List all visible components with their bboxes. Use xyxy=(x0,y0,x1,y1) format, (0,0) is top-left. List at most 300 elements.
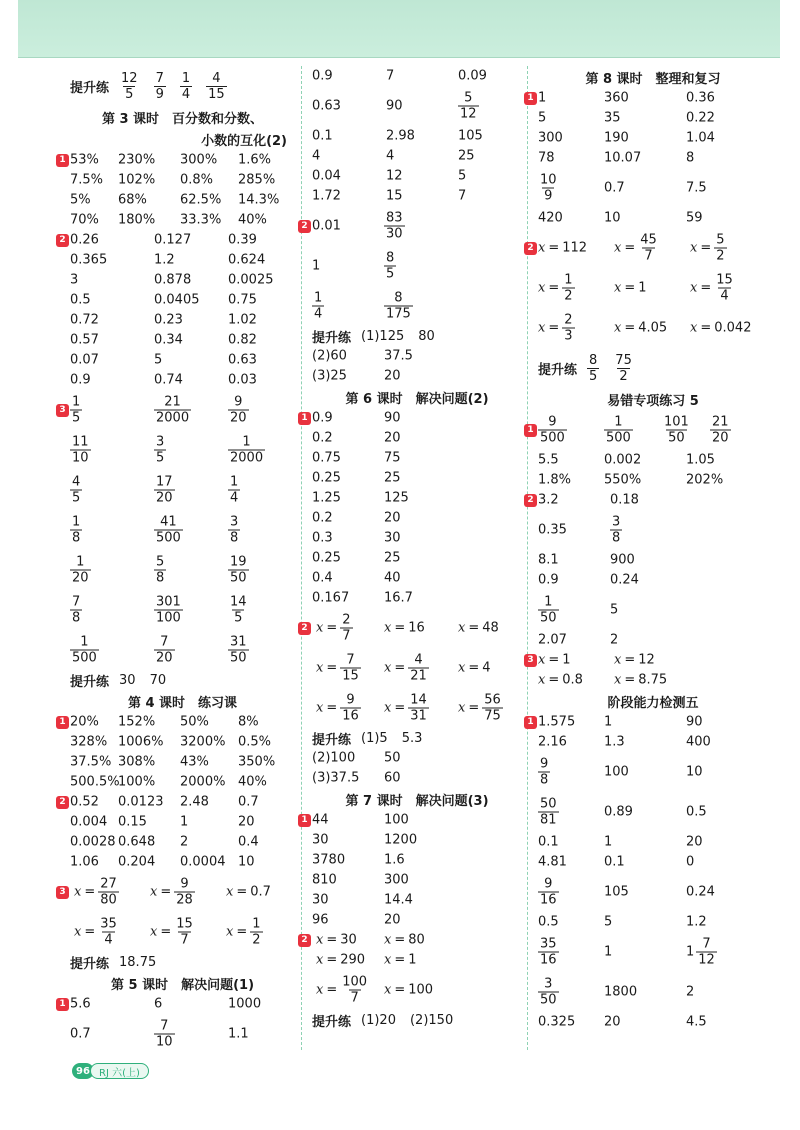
answer-value: 0.04 xyxy=(312,168,341,184)
answer-cell xyxy=(154,293,200,308)
fraction-numerator: 41 xyxy=(160,514,177,530)
answer-cell xyxy=(316,693,361,724)
equation-answer xyxy=(614,673,667,688)
equation-answer xyxy=(316,693,361,724)
fraction-denominator: 7 xyxy=(180,932,189,948)
answer-cells xyxy=(538,932,768,972)
equation-variable: x xyxy=(74,884,82,900)
equation-answer xyxy=(316,653,361,684)
fraction-denominator: 15 xyxy=(342,668,359,684)
fraction xyxy=(70,515,82,546)
answer-cells xyxy=(538,108,768,128)
answer-value: 0.74 xyxy=(154,372,183,388)
equation-variable: x xyxy=(690,240,698,256)
fraction-numerator: 3 xyxy=(230,514,239,530)
answer-cell xyxy=(686,1015,707,1030)
equation-value: 48 xyxy=(482,620,499,636)
fraction-denominator: 7 xyxy=(350,990,359,1006)
answer-cell xyxy=(604,151,641,166)
equation-variable: x xyxy=(384,660,392,676)
answer-row xyxy=(312,488,522,508)
answer-value: 68% xyxy=(118,192,147,208)
fraction-denominator: 7 xyxy=(644,248,653,264)
answer-value: 0.325 xyxy=(538,1014,576,1030)
answer-cell xyxy=(180,173,213,188)
fraction-denominator: 5 xyxy=(156,450,165,466)
fraction-numerator: 3 xyxy=(544,976,553,992)
equation-variable: x xyxy=(538,240,546,256)
answer-cell xyxy=(70,213,99,228)
answer-cell xyxy=(604,131,629,146)
answer-value: 0.1 xyxy=(604,854,625,870)
answer-cell xyxy=(312,69,333,84)
answer-cell xyxy=(118,755,155,770)
answer-value: 3 xyxy=(70,272,79,288)
fraction-numerator: 8 xyxy=(394,290,403,306)
equation-value: 0.8 xyxy=(562,672,583,688)
answer-cells xyxy=(312,688,522,728)
section-title xyxy=(538,690,768,712)
answer-cell xyxy=(228,273,274,288)
answer-value: 0.0123 xyxy=(118,794,164,810)
answer-value: 1.05 xyxy=(686,452,715,468)
answer-cells xyxy=(70,270,295,290)
answer-cell xyxy=(312,873,337,888)
answer-value: 6 xyxy=(154,996,163,1012)
answer-cells xyxy=(70,350,295,370)
answer-cell xyxy=(710,415,731,446)
equation-variable: x xyxy=(384,620,392,636)
fraction xyxy=(70,595,82,626)
fraction xyxy=(696,937,717,968)
fraction-numerator: 7 xyxy=(346,652,355,668)
question-number-badge: 2 xyxy=(298,934,311,947)
equation-value: 12 xyxy=(638,652,655,668)
fraction-denominator: 50 xyxy=(540,610,557,626)
answer-cells xyxy=(312,428,522,448)
answer-value: 0.15 xyxy=(118,814,147,830)
answer-row xyxy=(70,330,295,350)
fraction-numerator: 19 xyxy=(230,554,247,570)
answer-cells xyxy=(70,330,295,350)
fraction-denominator: 2 xyxy=(252,932,261,948)
answer-row xyxy=(312,166,522,186)
equation-variable: x xyxy=(316,952,324,968)
answer-cells xyxy=(70,732,295,752)
answer-row xyxy=(538,670,768,690)
answer-cell xyxy=(312,259,320,274)
answer-value: 2 xyxy=(610,632,619,648)
fraction-denominator: 20 xyxy=(156,490,173,506)
answer-value: 1 xyxy=(312,258,321,274)
answer-cell xyxy=(384,751,401,766)
answer-value: 4 xyxy=(312,148,321,164)
equation-variable: x xyxy=(614,240,622,256)
answer-cell xyxy=(180,193,221,208)
equation-answer xyxy=(74,877,119,908)
answer-value: 18.75 xyxy=(119,954,157,970)
answer-cell xyxy=(228,1027,249,1042)
question-number-badge: 2 xyxy=(524,242,537,255)
answer-cell xyxy=(226,885,271,900)
answer-cell xyxy=(686,131,715,146)
question-number-badge: 2 xyxy=(298,220,311,233)
answer-row xyxy=(538,450,768,470)
answer-value: 2.07 xyxy=(538,632,567,648)
fraction-numerator: 17 xyxy=(156,474,173,490)
fraction-numerator: 56 xyxy=(484,692,501,708)
answer-cells xyxy=(538,630,768,650)
answer-value: 0.01 xyxy=(312,218,341,234)
fraction-denominator: 16 xyxy=(540,952,557,968)
answer-cell xyxy=(312,551,341,566)
answer-cell xyxy=(228,233,257,248)
answer-cell xyxy=(610,553,635,568)
answer-value: 5 xyxy=(458,168,467,184)
answer-cell xyxy=(312,591,349,606)
answer-cells xyxy=(538,712,768,732)
answer-cells xyxy=(312,930,522,950)
fraction-denominator: 2 xyxy=(619,368,628,384)
answer-value: 16.7 xyxy=(384,590,413,606)
answer-cell xyxy=(154,435,166,466)
fraction-denominator: 15 xyxy=(208,86,225,102)
section-title xyxy=(538,66,768,88)
fraction-denominator: 9 xyxy=(544,188,553,204)
fraction-numerator: 1 xyxy=(181,70,191,86)
answer-cell xyxy=(384,621,425,636)
answer-cell xyxy=(154,595,183,626)
section-title xyxy=(70,128,295,150)
question-number-badge: 2 xyxy=(298,622,311,635)
answer-cell xyxy=(312,531,333,546)
answer-cell xyxy=(686,151,694,166)
answer-cell xyxy=(458,621,499,636)
answer-cells xyxy=(113,952,295,972)
equation-variable: x xyxy=(226,884,234,900)
answer-value: 1.2 xyxy=(686,914,707,930)
answer-cell xyxy=(118,715,155,730)
answer-cell xyxy=(538,1015,575,1030)
answer-value: 5 xyxy=(538,110,547,126)
answer-cell xyxy=(610,603,618,618)
answer-cell xyxy=(180,153,217,168)
fraction xyxy=(538,173,559,204)
answer-value: 2.98 xyxy=(386,128,415,144)
answer-cell xyxy=(238,213,267,228)
answer-row xyxy=(312,588,522,608)
fraction-numerator: 1 xyxy=(80,634,89,650)
answer-row xyxy=(312,508,522,528)
answer-cells xyxy=(70,712,295,732)
fraction xyxy=(119,71,140,102)
fraction xyxy=(250,917,262,948)
answer-cell xyxy=(312,571,333,586)
fraction-denominator: 80 xyxy=(100,892,117,908)
header-band xyxy=(18,0,780,58)
answer-value: 0.89 xyxy=(604,804,633,820)
answer-cells xyxy=(312,126,522,146)
answer-value: 0.7 xyxy=(238,794,259,810)
answer-value: 20 xyxy=(384,912,401,928)
answer-cell xyxy=(538,523,567,538)
answer-cell xyxy=(154,1019,175,1050)
fraction xyxy=(538,797,559,828)
answer-value: 40 xyxy=(384,570,401,586)
answer-cell xyxy=(228,595,249,626)
fraction-denominator: 50 xyxy=(668,430,685,446)
fraction-denominator: 20 xyxy=(712,430,729,446)
answer-cell xyxy=(384,983,433,998)
answer-row xyxy=(538,470,768,490)
answer-cell xyxy=(538,493,559,508)
answer-cell xyxy=(384,491,409,506)
fraction xyxy=(70,555,91,586)
answer-value: 0.7 xyxy=(604,180,625,196)
answer-value: 328% xyxy=(70,734,108,750)
answer-value: 1 xyxy=(604,834,613,850)
answer-value: 1800 xyxy=(604,984,638,1000)
fraction xyxy=(408,693,429,724)
answer-value: 0.7 xyxy=(70,1026,91,1042)
answer-cells xyxy=(312,366,522,386)
fraction-denominator: 8 xyxy=(72,530,81,546)
fraction xyxy=(604,415,633,446)
answer-cell xyxy=(458,189,466,204)
answer-cell xyxy=(538,835,559,850)
answer-value: 90 xyxy=(386,98,403,114)
fraction-numerator: 101 xyxy=(664,414,689,430)
answer-value: 0.72 xyxy=(70,312,99,328)
fraction xyxy=(70,395,82,426)
fraction xyxy=(562,273,574,304)
answer-cells xyxy=(70,792,295,812)
answer-value: 0.1 xyxy=(538,834,559,850)
answer-cell xyxy=(690,273,735,304)
answer-value: 0.004 xyxy=(70,814,108,830)
fraction-numerator: 9 xyxy=(544,876,553,892)
fraction-numerator: 5 xyxy=(716,232,725,248)
answer-cells xyxy=(312,66,522,86)
answer-value: 190 xyxy=(604,130,629,146)
answer-cell xyxy=(118,173,155,188)
fraction-numerator: 1 xyxy=(614,414,623,430)
answer-cell xyxy=(686,181,707,196)
equation-variable: x xyxy=(384,952,392,968)
answer-cells xyxy=(70,190,295,210)
answer-cell xyxy=(604,985,637,1000)
answer-row xyxy=(59,230,295,250)
answer-row xyxy=(70,772,295,792)
fraction-numerator: 11 xyxy=(72,434,89,450)
equation-answer xyxy=(538,241,587,256)
fraction-numerator: 100 xyxy=(342,974,368,990)
answer-value: 0.26 xyxy=(70,232,99,248)
equation-value: 1 xyxy=(562,652,571,668)
equation-answer xyxy=(690,233,727,264)
answer-row xyxy=(312,648,522,688)
equation-variable: x xyxy=(690,320,698,336)
fraction-numerator: 21 xyxy=(712,414,729,430)
equation-variable: x xyxy=(384,932,392,948)
answer-cell xyxy=(384,531,401,546)
answer-value: 0.4 xyxy=(238,834,259,850)
fraction-denominator: 4 xyxy=(181,86,191,102)
answer-cell xyxy=(384,451,401,466)
answer-cell xyxy=(690,321,751,336)
answer-value: 25 xyxy=(458,148,475,164)
equation-answer xyxy=(614,321,667,336)
fraction-denominator: 4 xyxy=(720,288,729,304)
fraction-denominator: 8 xyxy=(540,772,549,788)
question-number-badge: 1 xyxy=(524,92,537,105)
equals-sign: = xyxy=(468,700,480,716)
fraction xyxy=(613,353,634,384)
answer-cell xyxy=(361,731,388,746)
answer-cell xyxy=(686,915,707,930)
fraction-numerator: 1 xyxy=(252,916,261,932)
fraction-numerator: 1 xyxy=(564,272,573,288)
fraction-denominator: 4 xyxy=(104,932,113,948)
equation-value: 30 xyxy=(340,932,357,948)
answer-cell xyxy=(119,71,140,102)
answer-cell xyxy=(70,173,103,188)
answer-cell xyxy=(538,573,559,588)
answer-cell xyxy=(70,755,111,770)
fraction-numerator: 4 xyxy=(72,474,81,490)
answer-row xyxy=(301,408,522,428)
answer-cells xyxy=(312,910,522,930)
fraction-numerator: 50 xyxy=(540,796,557,812)
answer-row xyxy=(527,88,768,108)
answer-value: 550% xyxy=(604,472,642,488)
answer-value: 300% xyxy=(180,152,218,168)
answer-cell xyxy=(384,571,401,586)
fraction xyxy=(174,877,195,908)
answer-cell xyxy=(154,253,175,268)
answer-cells xyxy=(312,970,522,1010)
question-number-badge: 3 xyxy=(56,404,69,417)
answer-row xyxy=(538,570,768,590)
answer-row xyxy=(59,390,295,430)
answer-row xyxy=(70,550,295,590)
fraction-denominator: 20 xyxy=(72,570,89,586)
equation-answer xyxy=(226,885,271,900)
answer-cell xyxy=(604,473,641,488)
answer-cell xyxy=(154,555,166,586)
answer-cell xyxy=(312,411,333,426)
fraction-denominator: 500 xyxy=(72,650,97,666)
answer-row xyxy=(538,308,768,348)
fraction-denominator: 2000 xyxy=(230,450,264,466)
fraction-denominator: 50 xyxy=(230,570,247,586)
fraction xyxy=(458,91,479,122)
answer-value: 300 xyxy=(538,130,563,146)
fraction-numerator: 2 xyxy=(564,312,573,328)
answer-cell xyxy=(538,453,559,468)
answer-row xyxy=(312,66,522,86)
fraction-numerator: 31 xyxy=(230,634,247,650)
fraction xyxy=(98,877,119,908)
answer-cells xyxy=(312,488,522,508)
answer-value: 30 xyxy=(384,530,401,546)
answer-value: 0.878 xyxy=(154,272,192,288)
answer-cell xyxy=(686,473,723,488)
answer-cells xyxy=(312,246,522,286)
answer-cell xyxy=(538,111,546,126)
answer-cell xyxy=(384,653,429,684)
answer-cell xyxy=(384,913,401,928)
answer-cell xyxy=(312,99,341,114)
fraction-numerator: 14 xyxy=(230,594,247,610)
answer-value: 14.4 xyxy=(384,892,413,908)
section-title-text: 第 4 课时 练习课 xyxy=(127,695,238,711)
answer-cell xyxy=(604,735,625,750)
answer-value: 0.25 xyxy=(312,550,341,566)
answer-row xyxy=(312,246,522,286)
answer-cell xyxy=(538,151,555,166)
fraction-denominator: 10 xyxy=(156,1034,173,1050)
answer-value: 35 xyxy=(604,110,621,126)
answer-cells xyxy=(70,210,295,230)
equation-answer xyxy=(614,233,659,264)
answer-cell xyxy=(386,169,403,184)
answer-cell xyxy=(70,435,91,466)
answer-value: 420 xyxy=(538,210,563,226)
answer-cell xyxy=(384,369,401,384)
answer-value: 2000% xyxy=(180,774,226,790)
answer-cell xyxy=(180,735,225,750)
fraction xyxy=(587,353,599,384)
fraction-denominator: 2 xyxy=(564,288,573,304)
equation-value: 100 xyxy=(408,982,434,998)
answer-cells xyxy=(70,752,295,772)
answer-value: 3.2 xyxy=(538,492,559,508)
equals-sign: = xyxy=(394,952,406,968)
answer-value: 5% xyxy=(70,192,91,208)
answer-row xyxy=(312,728,522,748)
answer-cells xyxy=(312,286,522,326)
answer-row xyxy=(312,468,522,488)
page-footer xyxy=(72,1063,149,1079)
fraction-denominator: 81 xyxy=(540,812,557,828)
answer-cell xyxy=(384,511,401,526)
answer-row xyxy=(312,548,522,568)
answer-value: 100% xyxy=(118,774,156,790)
answer-cell xyxy=(386,189,403,204)
answer-row xyxy=(312,428,522,448)
equals-sign: = xyxy=(700,320,712,336)
fraction xyxy=(228,395,249,426)
equals-sign: = xyxy=(326,932,338,948)
answer-cell xyxy=(154,395,191,426)
answer-value: 44 xyxy=(312,812,329,828)
answer-cells xyxy=(70,872,295,912)
answer-cell xyxy=(180,71,192,102)
answer-value: 285% xyxy=(238,172,276,188)
fraction-denominator: 8 xyxy=(230,530,239,546)
answer-cells xyxy=(70,832,295,852)
answer-value: 2.48 xyxy=(180,794,209,810)
answer-cells xyxy=(312,588,522,608)
answer-row xyxy=(538,792,768,832)
answer-cell xyxy=(384,813,409,828)
fraction-numerator: 14 xyxy=(410,692,427,708)
fraction xyxy=(408,653,429,684)
answer-cell xyxy=(74,917,119,948)
answer-row xyxy=(538,148,768,168)
answer-cells xyxy=(538,88,768,108)
